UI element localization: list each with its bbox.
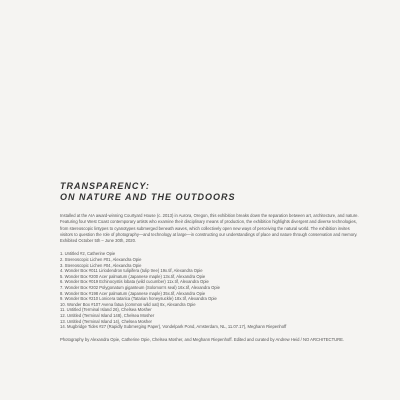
work-item: 4. Wonder Box #011 Liriodendron tulipifera (tulip tree) 19x.tif, Alexandra Opie <box>60 268 203 274</box>
works-list <box>60 251 360 329</box>
work-item: 5. Wonder Box #200 Acer palmatum (Japanese maple) 13x.tif, Alexandra Opie <box>60 273 206 279</box>
work-item: 14. Mugbridge Tides #27 (Rapidly Submerging Paper), Vondelpark Pond, Amsterdam, NL, 11.07.17), Meghann Riepenhoff <box>60 324 287 330</box>
work-item: 8. Wonder Box #198 Acer palmatum (Japanese maple) 35x.tif, Alexandra Opie <box>60 290 206 296</box>
work-item: 12. Untitled (Terminal Island 148), Chelsea Mosher <box>60 313 155 319</box>
title-line-1: TRANSPARENCY: <box>60 181 150 191</box>
title-line-2: ON NATURE AND THE OUTDOORS <box>60 192 236 202</box>
work-item: 11. Untitled (Terminal Island 26), Chelsea Mosher <box>60 307 152 313</box>
work-item: 3. Stereoscopic Lichen #04, Alexandra Opie <box>60 262 142 268</box>
work-item: 9. Wonder Box #210 Lonicera tatarica (Tatarian honeysuckle) 18x.tif, Alexandra Opie <box>60 296 217 302</box>
credits-paragraph: Photography by Alexandra Opie, Catherine Opie, Chelsea Mosher, and Meghann Riepenhoff. Edited and curated by Andrew Heid / NO ARCHITECTURE. <box>60 336 345 342</box>
work-item: 2. Stereoscopic Lichen #01, Alexandra Opie <box>60 257 142 263</box>
work-item: 6. Wonder Box #019 Echinocystis lobata (wild cucumber) 11x.tif, Alexandra Opie <box>60 279 209 285</box>
work-item: 10. Wonder Box #107 Avena fatua (common wild oat) 8x, Alexandra Opie <box>60 301 196 307</box>
work-item: 1. Untitled #2, Catherine Opie <box>60 251 116 257</box>
work-item: 13. Untitled (Terminal Island 14), Chelsea Mosher <box>60 318 152 324</box>
exhibition-text-block <box>60 181 360 343</box>
intro-paragraph: Installed at the AIA award-winning Courtyard House (c. 2013) in Aurora, Oregon, this exhibition breaks down the separation between art, architecture, and nature. Featuring four West Coast contemporary artists who examine their disciplinary means of production, the exhibition highlights divergent and diverse technologies, from stereoscopic lintypes to cyanotypes submerged beneath waves, which collectively open new ways of perceiving the natural world. The exhibition invites visitors to question the role of photography—and technology at large—in constructing our understandings of place and nature through conservation and memory. Exhibited October 5th – June 30th, 2020. <box>60 213 359 244</box>
exhibition-title <box>60 181 360 203</box>
work-item: 7. Wonder Box #202 Polygonatum giganteum (Solomon's seal) 16x.tif, Alexandra Opie <box>60 285 220 291</box>
